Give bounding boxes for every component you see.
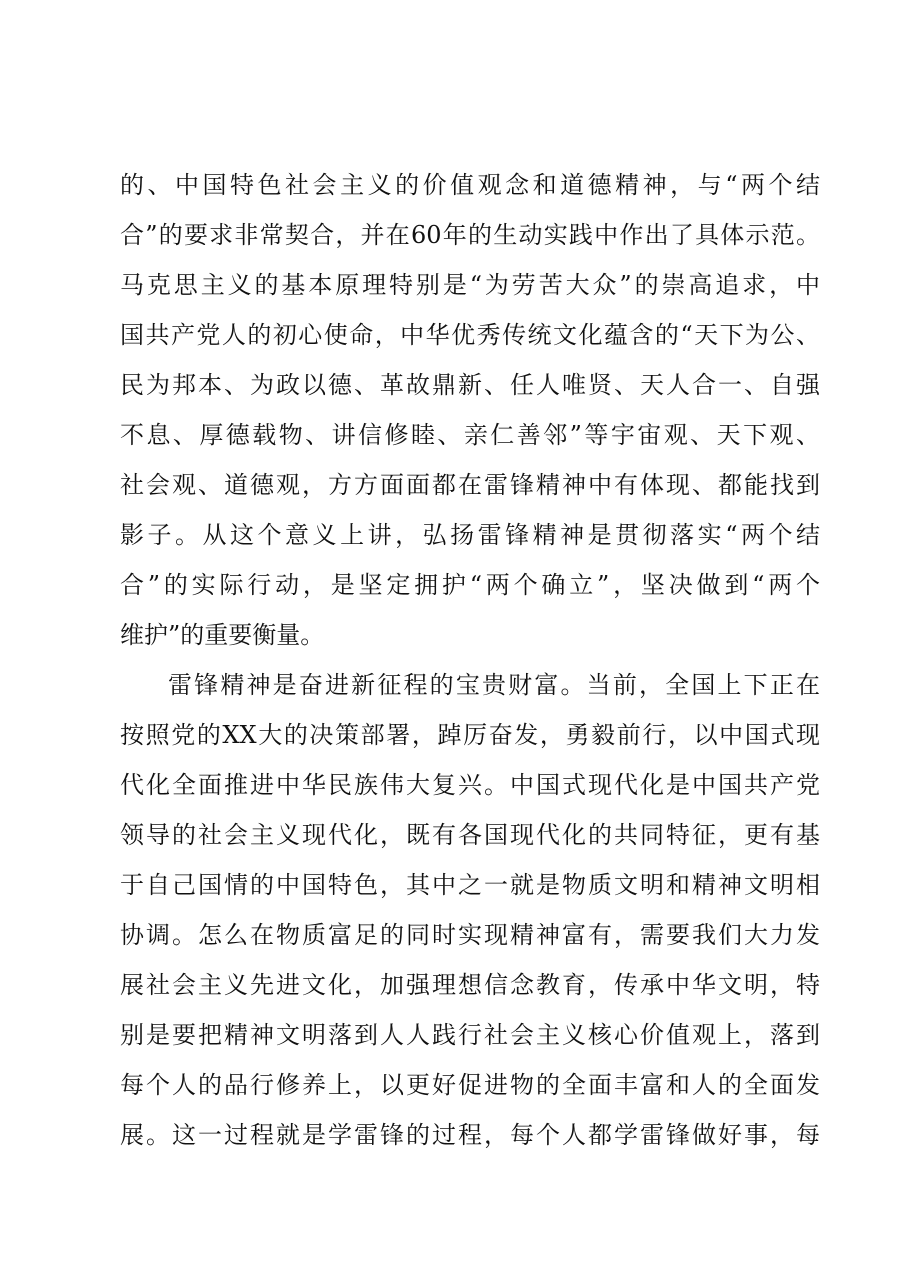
text-line: 代化全面推进中华民族伟大复兴。中国式现代化是中国共产党 xyxy=(120,771,820,799)
text-line: 社会观、道德观，方方面面都在雷锋精神中有体现、都能找到 xyxy=(120,471,820,499)
text-line: 国共产党人的初心使命，中华优秀传统文化蕴含的“天下为公、 xyxy=(120,321,820,349)
document-body xyxy=(120,160,820,1160)
text-line: 别是要把精神文明落到人人践行社会主义核心价值观上，落到 xyxy=(120,1021,820,1049)
text-line: 领导的社会主义现代化，既有各国现代化的共同特征，更有基 xyxy=(120,821,820,849)
text-line: 民为邦本、为政以德、革故鼎新、任人唯贤、天人合一、自强 xyxy=(120,371,820,399)
text-line: 展。这一过程就是学雷锋的过程，每个人都学雷锋做好事，每 xyxy=(120,1121,820,1149)
text-line: 合”的实际行动，是坚定拥护“两个确立”，坚决做到“两个 xyxy=(120,571,820,599)
text-line: 每个人的品行修养上，以更好促进物的全面丰富和人的全面发 xyxy=(120,1071,820,1099)
text-line: 合”的要求非常契合，并在60年的生动实践中作出了具体示范。 xyxy=(120,221,820,249)
text-line: 雷锋精神是奋进新征程的宝贵财富。当前，全国上下正在 xyxy=(168,671,820,699)
text-line: 的、中国特色社会主义的价值观念和道德精神，与“两个结 xyxy=(120,171,820,199)
text-line: 影子。从这个意义上讲，弘扬雷锋精神是贯彻落实“两个结 xyxy=(120,521,820,549)
text-line: 马克思主义的基本原理特别是“为劳苦大众”的崇高追求，中 xyxy=(120,271,820,299)
text-line: 协调。怎么在物质富足的同时实现精神富有，需要我们大力发 xyxy=(120,921,820,949)
text-line: 不息、厚德载物、讲信修睦、亲仁善邻”等宇宙观、天下观、 xyxy=(120,421,820,449)
text-line: 展社会主义先进文化，加强理想信念教育，传承中华文明，特 xyxy=(120,971,820,999)
paragraph-1 xyxy=(120,160,820,660)
text-line: 按照党的XX大的决策部署，踔厉奋发，勇毅前行，以中国式现 xyxy=(120,721,820,749)
paragraph-2 xyxy=(120,660,820,1160)
text-line: 维护”的重要衡量。 xyxy=(120,621,325,649)
text-line: 于自己国情的中国特色，其中之一就是物质文明和精神文明相 xyxy=(120,871,820,899)
